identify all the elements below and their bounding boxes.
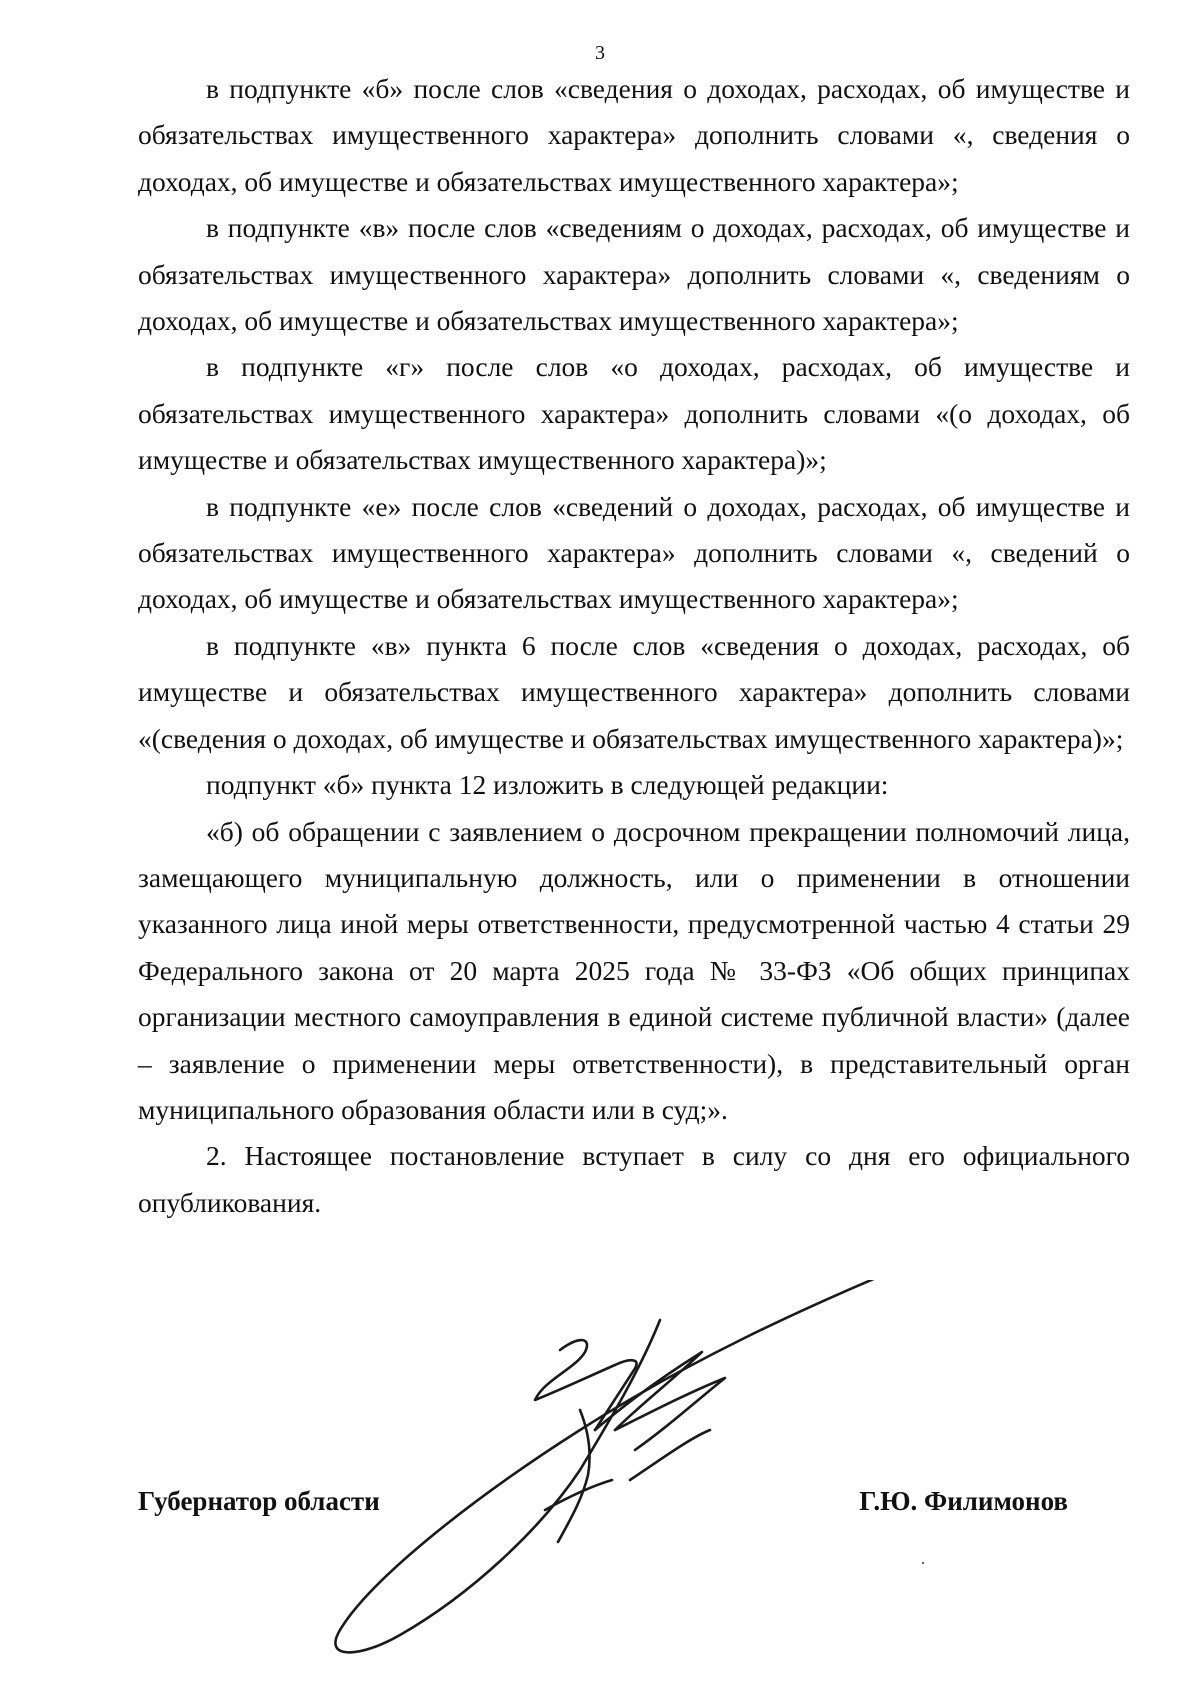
handwritten-signature: [330, 1280, 910, 1660]
paragraph: в подпункте «в» после слов «сведениям о доходах, расходах, об имуществе и обязательствах имущественного характера» дополнить словами «, сведениям о доходах, об имуществе и обязательствах имущественного характера»;: [138, 212, 1130, 337]
paragraph: в подпункте «б» после слов «сведения о доходах, расходах, об имуществе и обязательствах имущественного характера» дополнить словами «, сведения о доходах, об имуществе и обязательствах имущественного характера»;: [138, 73, 1130, 197]
paragraph: в подпункте «в» пункта 6 после слов «сведения о доходах, расходах, об имуществе и обязательствах имущественного характера» дополнить словами «(сведения о доходах, об имуществе и обязательствах имущественного характера)»;: [138, 629, 1130, 754]
page-number: 3: [595, 42, 605, 64]
paragraph: в подпункте «е» после слов «сведений о доходах, расходах, об имуществе и обязательствах имущественного характера» дополнить словами «, сведений о доходах, об имуществе и обязательствах имущественного характера»;: [138, 490, 1130, 615]
ink-dot: [922, 1562, 924, 1564]
document-body: [138, 66, 1130, 1226]
signatory-position: Губернатор области: [138, 1486, 380, 1516]
paragraph: подпункт «б» пункта 12 изложить в следующей редакции:: [206, 769, 889, 801]
paragraph: 2. Настоящее постановление вступает в силу со дня его официального опубликования.: [138, 1140, 1130, 1218]
signatory-name: Г.Ю. Филимонов: [859, 1486, 1068, 1516]
paragraph: «б) об обращении с заявлением о досрочном прекращении полномочий лица, замещающего муниципальную должность, или о применении в отношении указанного лица иной меры ответственности, предусмотренной частью 4 статьи 29 Федерального закона от 20 марта 2025 года № 33-ФЗ «Об общих принципах организации местного самоуправления в единой системе публичной власти» (далее – заявление о применении меры ответственности), в представительный орган муниципального образования области или в суд;».: [138, 815, 1130, 1125]
paragraph: в подпункте «г» после слов «о доходах, расходах, об имуществе и обязательствах имущественного характера» дополнить словами «(о доходах, об имуществе и обязательствах имущественного характера)»;: [138, 351, 1130, 476]
